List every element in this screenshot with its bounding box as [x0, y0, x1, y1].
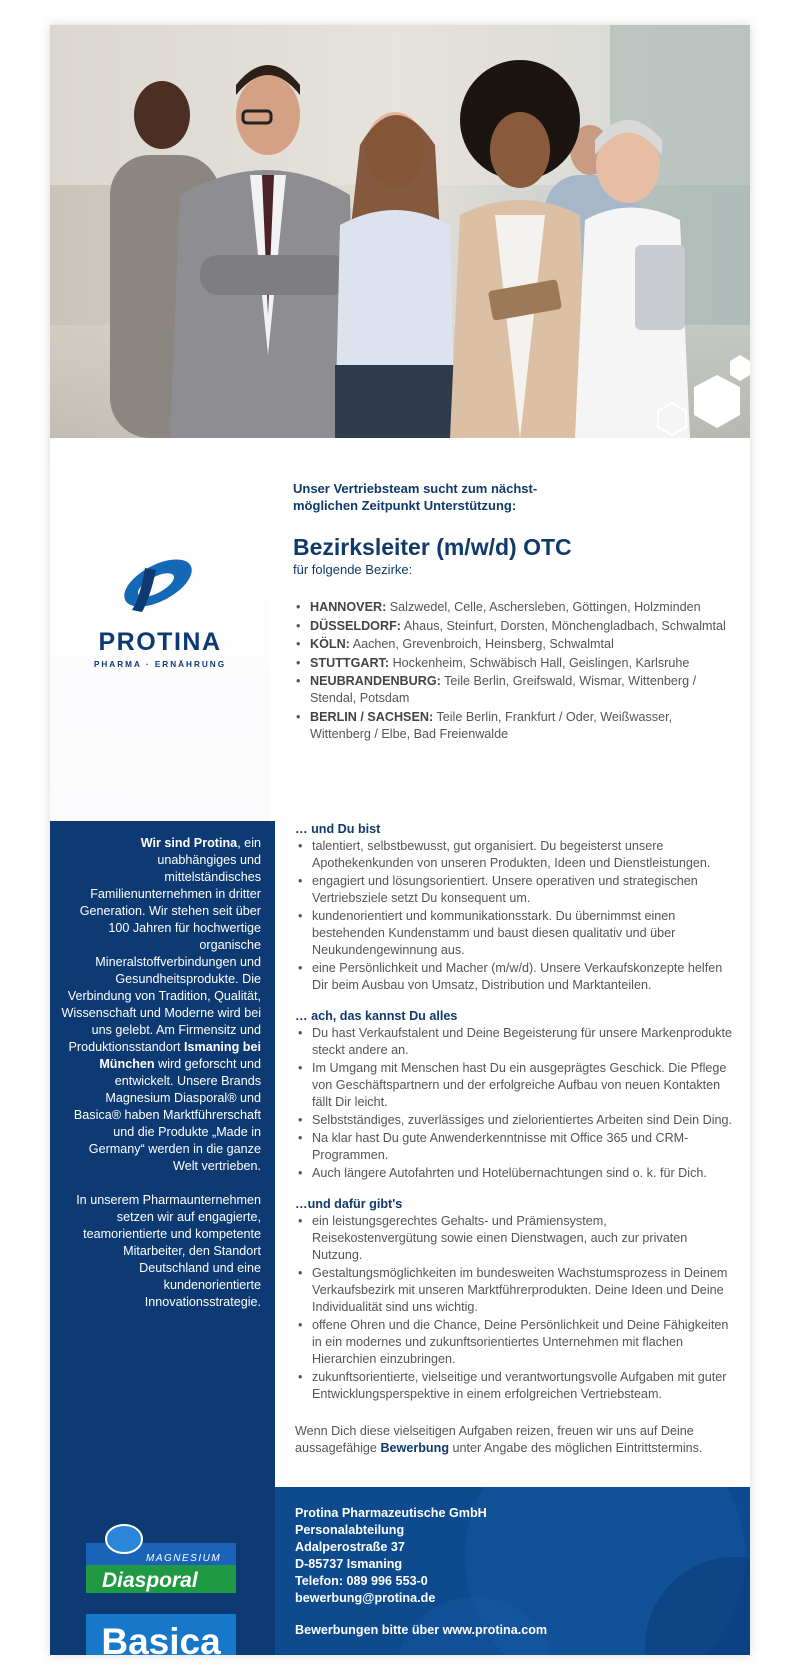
- section-title: … und Du bist: [295, 822, 381, 836]
- department: Personalabteilung: [295, 1523, 405, 1537]
- company-name: Protina Pharmazeutische GmbH: [295, 1506, 487, 1520]
- company-sidebar: [50, 821, 275, 1655]
- about-text: [61, 835, 261, 1328]
- job-ad-card: [50, 25, 750, 1655]
- job-details: [295, 821, 735, 1457]
- protina-logo-area: [50, 438, 270, 821]
- logo-tagline: PHARMA · ERNÄHRUNG: [93, 660, 227, 669]
- diasporal-logo: [86, 1525, 236, 1593]
- intro-lead: Unser Vertriebsteam sucht zum nächst-möglichen Zeitpunkt Unterstützung:: [293, 481, 538, 513]
- list-item: • kundenorientiert und kommunikationsstark. Du übernimmst einen bestehenden Kundenstamm und baust diesen qualitativ und über Neukundengewinnung aus.: [295, 908, 735, 959]
- logo-wordmark: PROTINA: [98, 628, 222, 656]
- district-item: • HANNOVER: Salzwedel, Celle, Aschersleben, Göttingen, Holzminden: [293, 599, 733, 616]
- list-item: • ein leistungsgerechtes Gehalts- und Prämiensystem, Reisekostenvergütung sowie einen Dienstwagen, auch zur privaten Nutzung.: [295, 1213, 735, 1264]
- list-item: • Na klar hast Du gute Anwenderkenntnisse mit Office 365 und CRM-Programmen.: [295, 1130, 735, 1164]
- contact-footer: [275, 1487, 750, 1655]
- brand-logos: [86, 1521, 238, 1655]
- list-item: • Selbstständiges, zuverlässiges und zielorientiertes Arbeiten sind Dein Ding.: [295, 1112, 735, 1129]
- city: D-85737 Ismaning: [295, 1557, 403, 1571]
- list-item: • Du hast Verkaufstalent und Deine Begeisterung für unsere Markenprodukte steckt andere an.: [295, 1025, 735, 1059]
- list-item: • Auch längere Autofahrten und Hotelübernachtungen sind o. k. für Dich.: [295, 1165, 735, 1182]
- district-item: • NEUBRANDENBURG: Teile Berlin, Greifswald, Wismar, Wittenberg / Stendal, Potsdam: [293, 673, 733, 707]
- section-title: …und dafür gibt's: [295, 1197, 403, 1211]
- list-item: • offene Ohren und die Chance, Deine Persönlichkeit und Deine Fähigkeiten in ein modernes und zukunftsorientiertes Unternehmen mit flachen Hierarchien einzubringen.: [295, 1317, 735, 1368]
- district-item: • DÜSSELDORF: Ahaus, Steinfurt, Dorsten, Mönchengladbach, Schwalmtal: [293, 618, 733, 635]
- list-item: • engagiert und lösungsorientiert. Unsere operativen und strategischen Vertriebsziele setzt Du konsequent um.: [295, 873, 735, 907]
- district-item: • BERLIN / SACHSEN: Teile Berlin, Frankfurt / Oder, Weißwasser, Wittenberg / Elbe, Bad Freienwalde: [293, 709, 733, 743]
- profile-list: [295, 838, 735, 994]
- about-paragraph-2: In unserem Pharmaunternehmen setzen wir auf engagierte, teamorientierte und kompetente Mitarbeiter, den Standort Deutschland und eine kundenorientierte Innovationsstrategie.: [76, 1193, 261, 1309]
- job-subtitle: für folgende Bezirke:: [293, 562, 413, 577]
- basica-logo: [86, 1614, 236, 1655]
- list-item: • Gestaltungsmöglichkeiten im bundesweiten Wachstumsprozess in Deinem Verkaufsbezirk mit unseren Marktführerprodukten. Deine Ideen und Deine Individualität sind uns wichtig.: [295, 1265, 735, 1316]
- street: Adalperostraße 37: [295, 1540, 405, 1554]
- apply-link[interactable]: Bewerbungen bitte über www.protina.com: [295, 1623, 548, 1637]
- skills-list: [295, 1025, 735, 1182]
- list-item: • zukunftsorientierte, vielseitige und verantwortungsvolle Aufgaben mit guter Entwicklungsperspektive in einem erfolgreichen Vertriebsteam.: [295, 1369, 735, 1403]
- section-title: … ach, das kannst Du alles: [295, 1009, 458, 1023]
- phone: Telefon: 089 996 553-0: [295, 1574, 428, 1588]
- intro-section: [293, 480, 733, 744]
- list-item: • eine Persönlichkeit und Macher (m/w/d). Unsere Verkaufskonzepte helfen Dir beim Ausbau von Umsatz, Distribution und Marktanteilen.: [295, 960, 735, 994]
- job-title: Bezirksleiter (m/w/d) OTC: [293, 534, 572, 560]
- team-photo: [50, 25, 750, 438]
- list-item: • talentiert, selbstbewusst, gut organisiert. Du begeisterst unsere Apothekenkunden von unseren Produkten, Ideen und Dienstleistungen.: [295, 838, 735, 872]
- list-item: • Im Umgang mit Menschen hast Du ein ausgeprägtes Geschick. Die Pflege von Geschäftspartnern und der erfolgreiche Aufbau von neuen Kontakten fällt Dir leicht.: [295, 1060, 735, 1111]
- email-link[interactable]: bewerbung@protina.de: [295, 1591, 436, 1605]
- district-list: [293, 599, 733, 743]
- svg-text:MAGNESIUM: MAGNESIUM: [146, 1553, 222, 1564]
- protina-logo: [50, 438, 270, 821]
- benefits-list: [295, 1213, 735, 1403]
- district-item: • STUTTGART: Hockenheim, Schwäbisch Hall, Geislingen, Karlsruhe: [293, 655, 733, 672]
- district-item: • KÖLN: Aachen, Grevenbroich, Heinsberg, Schwalmtal: [293, 636, 733, 653]
- svg-text:Basica: Basica: [101, 1621, 221, 1655]
- closing-text: Wenn Dich diese vielseitigen Aufgaben reizen, freuen wir uns auf Deine aussagefähige Bewerbung unter Angabe des möglichen Eintrittstermins.: [295, 1424, 703, 1455]
- contact-block: [295, 1505, 547, 1639]
- svg-text:Diasporal: Diasporal: [102, 1569, 198, 1592]
- about-paragraph-1: Wir sind Protina, ein unabhängiges und mittelständisches Familienunternehmen in dritter Generation. Wir stehen seit über 100 Jahren für hochwertige organische Mineralstoffverbindungen und Gesundheitsprodukte. Die Verbindung von Tradition, Qualität, Wissenschaft und Moderne wird bei uns gelebt. Am Firmensitz und Produktionsstandort Ismaning bei München wird geforscht und entwickelt. Unsere Brands Magnesium Diasporal® und Basica® haben Marktführerschaft und die Produkte „Made in Germany“ werden in die ganze Welt vertrieben.: [61, 836, 261, 1173]
